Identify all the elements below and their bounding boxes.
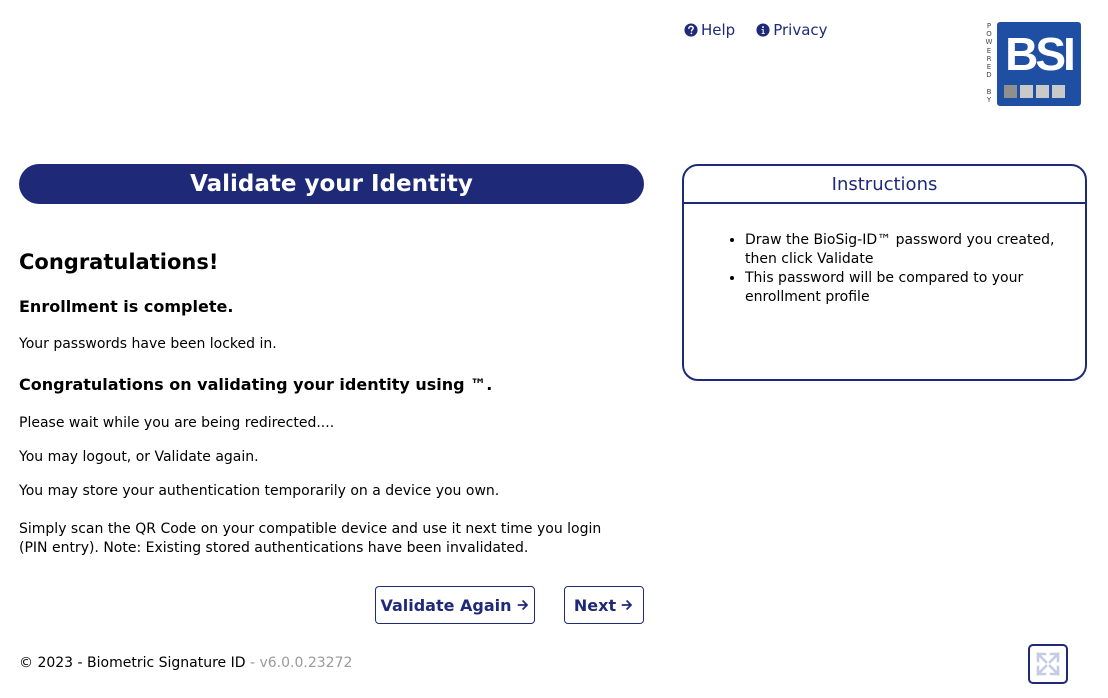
help-label: Help [701, 21, 736, 39]
help-link[interactable] [684, 21, 735, 39]
instructions-title: Instructions [684, 166, 1085, 204]
logo-powered-by: P O W E R E D B Y [985, 22, 993, 104]
instructions-list [684, 231, 1074, 307]
top-links [684, 21, 828, 39]
instruction-item: • This password will be compared to your enrollment profile [745, 269, 1074, 307]
qr-text: Simply scan the QR Code on your compatible device and use it next time you login (PIN entry). Note: Existing stored authentications have been invalidated. [19, 521, 602, 556]
congratulations-heading: Congratulations! [19, 250, 219, 274]
instruction-item: • Draw the BioSig-ID™ password you created, then click Validate [745, 231, 1074, 269]
logo-mark [997, 22, 1081, 106]
next-label: Next [573, 595, 617, 615]
wait-text: Please wait while you are being redirected.... [19, 415, 335, 431]
logout-text: You may logout, or Validate again. [19, 449, 259, 465]
arrow-right-icon [620, 598, 634, 612]
question-circle-icon [684, 23, 698, 37]
instructions-panel [682, 164, 1087, 381]
page-title: Validate your Identity [19, 164, 644, 204]
privacy-label: Privacy [773, 21, 828, 39]
arrow-right-icon [516, 598, 530, 612]
enrollment-heading: Enrollment is complete. [19, 297, 234, 316]
footer [19, 655, 352, 671]
expand-icon [1034, 650, 1062, 678]
store-text: You may store your authentication temporarily on a device you own. [19, 483, 500, 499]
bsi-logo [984, 22, 1081, 106]
next-button[interactable] [564, 586, 644, 624]
passwords-locked-text: Your passwords have been locked in. [19, 336, 277, 352]
validate-again-label: Validate Again [380, 595, 512, 615]
version-text: - v6.0.0.23272 [245, 655, 353, 671]
logo-squares [1004, 85, 1065, 98]
fullscreen-button[interactable] [1028, 644, 1068, 684]
validate-again-button[interactable] [375, 586, 535, 624]
validation-heading: Congratulations on validating your identity using ™. [19, 375, 493, 394]
info-circle-icon [756, 23, 770, 37]
privacy-link[interactable] [756, 21, 827, 39]
logo-brand-text: BSI [1005, 28, 1073, 80]
copyright-text: © 2023 - Biometric Signature ID [19, 655, 246, 671]
